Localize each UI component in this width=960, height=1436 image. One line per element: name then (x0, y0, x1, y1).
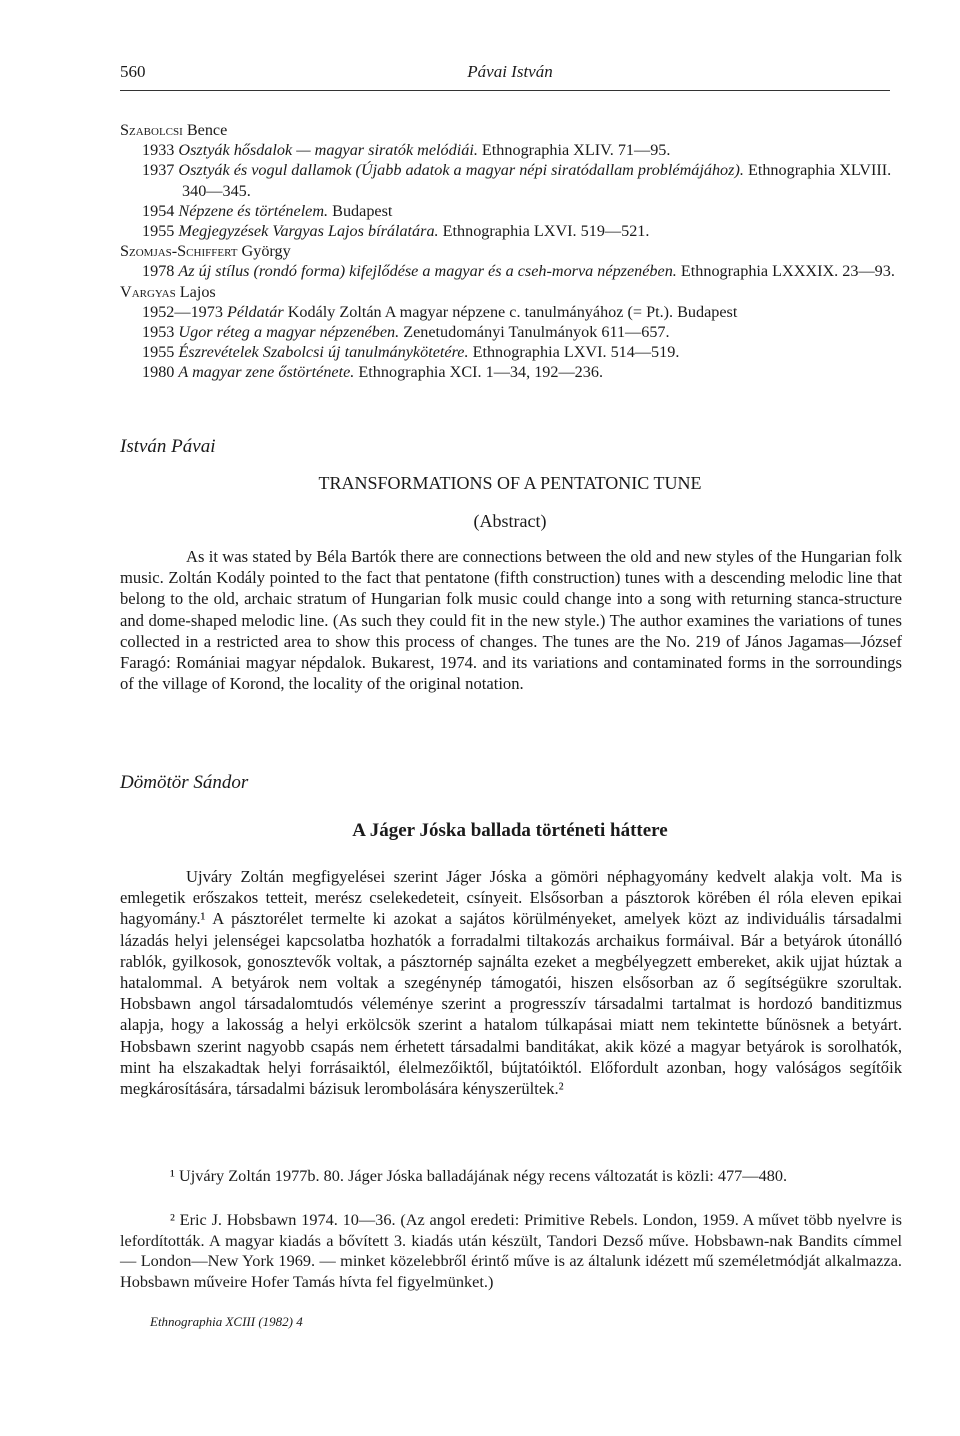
reference-entry: 1953 Ugor réteg a magyar népzenében. Zenetudományi Tanulmányok 611—657. (142, 323, 670, 342)
section-author: Dömötör Sándor (120, 772, 249, 793)
section-author: István Pávai (120, 436, 216, 457)
reference-author: Szabolcsi Bence (120, 121, 228, 139)
page-header (120, 62, 900, 86)
abstract-paragraph: As it was stated by Béla Bartók there are connections between the old and new styles of the Hungarian folk music. Zoltán Kodály pointed to the fact that pentatone (fifth construction) tunes with a descending melodic line that belong to the old, archaic stratum of Hungarian folk music could change into a song with returning stanca-structure and dome-shaped melodic line. (As such they could fit in the new style.) The author examines the variations of tunes collected in a restricted area to show this process of changes. The tunes are the No. 219 of János Jagamas—József Faragó: Romániai magyar népdalok. Bukarest, 1974. and its variations and contaminated forms in the sorroundings of the village of Korond, the locality of the original notation. (120, 547, 902, 694)
reference-entry: 1978 Az új stílus (rondó forma) kifejlődése a magyar és a cseh-morva népzenében. Ethnographia LXXXIX. 23—93. (142, 262, 895, 281)
reference-entry: 1954 Népzene és történelem. Budapest (142, 201, 393, 220)
reference-entry: 1937 Osztyák és vogul dallamok (Újabb adatok a magyar népi siratódallam problémájához). Ethnographia XLVIII. 340—345. (142, 161, 892, 200)
footnote: ² Eric J. Hobsbawn 1974. 10—36. (Az angol eredeti: Primitive Rebels. London, 1959. A művet több nyelvre is lefordították. A magyar kiadás a bővített 3. kiadás után készült, Tandori Dezső műve. Hobsbawn-nak Bandits címmel — London—New York 1969. — minket közelebbről érintő műve is az általunk idézett mű személetmódját alkalmazza. Hobsbawn műveire Hofer Tamás hívta fel figyelmünket.) (120, 1210, 902, 1291)
section-title: A Jáger Jóska ballada történeti háttere (352, 820, 668, 841)
section-subtitle: (Abstract) (473, 511, 547, 531)
running-title: Pávai István (467, 62, 553, 81)
page-footer: Ethnographia XCIII (1982) 4 (150, 1314, 303, 1329)
reference-list (120, 120, 910, 383)
section-title: TRANSFORMATIONS OF A PENTATONIC TUNE (318, 473, 702, 493)
body-paragraph: Ujváry Zoltán megfigyelései szerint Jáger Jóska a gömöri néphagyomány kedvelt alakja volt. Ma is emlegetik erőszakos tetteit, merész cselekedeteit, csínyeit. Elsősorban a pásztorok körében él róla eleven epikai hagyomány.¹ A pásztorélet termelte ki azokat a sajátos körülményeket, amelyek közt az individuális társadalmi lázadás helyi jelenségei kapcsolatba hozhatók a forradalmi tiltakozás archaikus formáival. Bár a betyárok útonálló rablók, gyilkosok, gonosztevők voltak, a pásztornép sajnálta ezeket a megbélyegzett embereket, akik ujjat húztak a hatalommal. A betyárok nem voltak a szegénynép támogatói, hiszen elsősorban az ő segítségükre szorultak. Hobsbawn angol társadalomtudós véleménye szerint a progresszív társadalmi tartalmat is hordozó banditizmus alapja, hogy a lakosság a helyi erkölcsök szerint a hatalom túlkapásai miatt nem tekintette bűnösnek a betyárt. Hobsbawn szerint nagyobb csapás nem érhetett társadalmi banditákat, akik közé a magyar betyárok is sorolhatók, mint ha elszakadtak helyi forrásaiktól, élelmezőiktől, bújtatóiktól. Előfordult azonban, hogy valóságos segítőik megkárosítására, társadalmi bázisuk lerombolására kényszerültek.² (120, 867, 902, 1099)
reference-author: Szomjas-Schiffert György (120, 242, 291, 261)
reference-author: Vargyas Lajos (120, 282, 216, 301)
reference-entry: 1952—1973 Példatár Kodály Zoltán A magyar népzene c. tanulmányához (= Pt.). Budapest (142, 302, 738, 321)
reference-entry: 1955 Észrevételek Szabolcsi új tanulmánykötetére. Ethnographia LXVI. 514—519. (142, 343, 680, 362)
reference-entry: 1955 Megjegyzések Vargyas Lajos bírálatára. Ethnographia LXVI. 519—521. (142, 222, 650, 241)
footnote: ¹ Ujváry Zoltán 1977b. 80. Jáger Jóska balladájának négy recens változatát is közli: 477—480. (170, 1166, 788, 1185)
page-number: 560 (120, 62, 146, 81)
reference-entry: 1980 A magyar zene őstörténete. Ethnographia XCI. 1—34, 192—236. (142, 363, 603, 382)
header-rule (120, 90, 890, 91)
reference-entry: 1933 Osztyák hősdalok — magyar siratók melódiái. Ethnographia XLIV. 71—95. (142, 141, 671, 160)
